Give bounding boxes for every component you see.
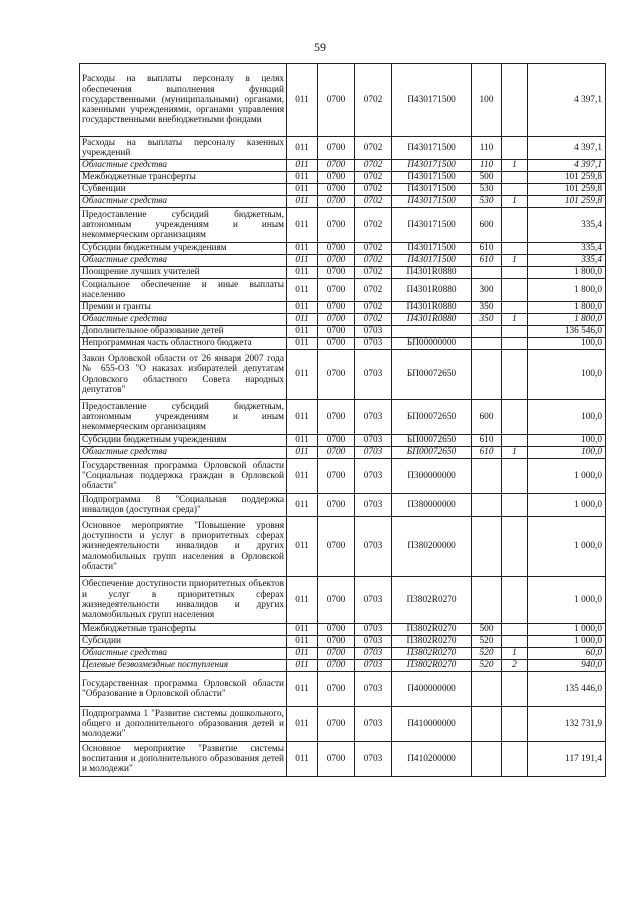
target-article: П430171500 xyxy=(392,137,472,160)
expense-type xyxy=(472,350,502,400)
amount: 60,0 xyxy=(528,648,606,660)
expense-type: 600 xyxy=(472,208,502,243)
ved-code: 011 xyxy=(287,160,318,172)
table-row xyxy=(80,314,606,326)
subsection-code: 0703 xyxy=(355,660,392,672)
table-row xyxy=(80,243,606,255)
ved-code: 011 xyxy=(287,624,318,636)
section-code: 0700 xyxy=(318,707,355,742)
row-name: Субсидии бюджетным учреждениям xyxy=(80,435,287,447)
row-name: Подпрограмма 8 "Социальная поддержка инвалидов (доступная среда)" xyxy=(80,494,287,517)
subsection-code: 0703 xyxy=(355,447,392,459)
table-row xyxy=(80,208,606,243)
page-number: 59 xyxy=(314,40,326,54)
amount: 1 800,0 xyxy=(528,267,606,279)
target-article: П380200000 xyxy=(392,517,472,577)
table-row xyxy=(80,435,606,447)
section-code: 0700 xyxy=(318,326,355,338)
amount: 135 446,0 xyxy=(528,672,606,707)
row-name: Государственная программа Орловской области "Образование в Орловской области" xyxy=(80,672,287,707)
table-row xyxy=(80,707,606,742)
target-article xyxy=(392,326,472,338)
table-row xyxy=(80,660,606,672)
subsection-code: 0703 xyxy=(355,672,392,707)
funding-source xyxy=(502,672,528,707)
amount: 1 000,0 xyxy=(528,636,606,648)
funding-source: 2 xyxy=(502,660,528,672)
ved-code: 011 xyxy=(287,255,318,267)
row-name: Субсидии бюджетным учреждениям xyxy=(80,243,287,255)
row-name: Государственная программа Орловской области "Социальная поддержка граждан в Орловской области" xyxy=(80,459,287,494)
amount: 940,0 xyxy=(528,660,606,672)
budget-table xyxy=(79,63,606,777)
expense-type: 520 xyxy=(472,648,502,660)
amount: 100,0 xyxy=(528,400,606,435)
expense-type: 110 xyxy=(472,137,502,160)
subsection-code: 0703 xyxy=(355,459,392,494)
expense-type: 500 xyxy=(472,624,502,636)
expense-type xyxy=(472,742,502,777)
funding-source xyxy=(502,338,528,350)
funding-source: 1 xyxy=(502,196,528,208)
row-name: Межбюджетные трансферты xyxy=(80,172,287,184)
section-code: 0700 xyxy=(318,517,355,577)
target-article: П4301R0880 xyxy=(392,302,472,314)
table-row xyxy=(80,196,606,208)
subsection-code: 0702 xyxy=(355,302,392,314)
row-name: Областные средства xyxy=(80,314,287,326)
target-article: П3802R0270 xyxy=(392,660,472,672)
subsection-code: 0702 xyxy=(355,314,392,326)
expense-type: 610 xyxy=(472,243,502,255)
section-code: 0700 xyxy=(318,64,355,137)
funding-source xyxy=(502,64,528,137)
target-article: П430171500 xyxy=(392,184,472,196)
subsection-code: 0702 xyxy=(355,267,392,279)
table-row xyxy=(80,517,606,577)
subsection-code: 0703 xyxy=(355,636,392,648)
funding-source: 1 xyxy=(502,447,528,459)
expense-type: 100 xyxy=(472,64,502,137)
ved-code: 011 xyxy=(287,314,318,326)
funding-source xyxy=(502,279,528,302)
ved-code: 011 xyxy=(287,243,318,255)
funding-source xyxy=(502,577,528,624)
expense-type: 520 xyxy=(472,660,502,672)
expense-type: 600 xyxy=(472,400,502,435)
amount: 335,4 xyxy=(528,208,606,243)
target-article: БП00072650 xyxy=(392,447,472,459)
amount: 101 259,8 xyxy=(528,196,606,208)
amount: 335,4 xyxy=(528,255,606,267)
subsection-code: 0703 xyxy=(355,400,392,435)
funding-source xyxy=(502,636,528,648)
section-code: 0700 xyxy=(318,302,355,314)
funding-source xyxy=(502,302,528,314)
row-name: Основное мероприятие "Повышение уровня доступности и услуг в приоритетных сферах жизнедеятельности инвалидов и других маломобильных групп населения в Орловской области" xyxy=(80,517,287,577)
section-code: 0700 xyxy=(318,447,355,459)
amount: 4 397,1 xyxy=(528,137,606,160)
target-article: П430171500 xyxy=(392,208,472,243)
amount: 117 191,4 xyxy=(528,742,606,777)
target-article: П430171500 xyxy=(392,64,472,137)
table-row xyxy=(80,350,606,400)
ved-code: 011 xyxy=(287,517,318,577)
target-article: П430171500 xyxy=(392,255,472,267)
ved-code: 011 xyxy=(287,302,318,314)
subsection-code: 0702 xyxy=(355,160,392,172)
expense-type: 110 xyxy=(472,160,502,172)
expense-type: 610 xyxy=(472,255,502,267)
row-name: Областные средства xyxy=(80,255,287,267)
expense-type: 300 xyxy=(472,279,502,302)
amount: 1 000,0 xyxy=(528,517,606,577)
target-article: П410000000 xyxy=(392,707,472,742)
target-article: БП00072650 xyxy=(392,400,472,435)
table-row xyxy=(80,624,606,636)
table-row xyxy=(80,64,606,137)
section-code: 0700 xyxy=(318,338,355,350)
subsection-code: 0703 xyxy=(355,624,392,636)
row-name: Субвенции xyxy=(80,184,287,196)
expense-type: 610 xyxy=(472,447,502,459)
table-row xyxy=(80,255,606,267)
target-article: П3802R0270 xyxy=(392,577,472,624)
subsection-code: 0702 xyxy=(355,255,392,267)
amount: 101 259,8 xyxy=(528,184,606,196)
row-name: Субсидии xyxy=(80,636,287,648)
section-code: 0700 xyxy=(318,624,355,636)
funding-source xyxy=(502,326,528,338)
row-name: Основное мероприятие "Развитие системы воспитания и дополнительного образования детей и молодежи" xyxy=(80,742,287,777)
funding-source xyxy=(502,400,528,435)
target-article: П430171500 xyxy=(392,243,472,255)
funding-source xyxy=(502,172,528,184)
funding-source xyxy=(502,707,528,742)
section-code: 0700 xyxy=(318,660,355,672)
ved-code: 011 xyxy=(287,400,318,435)
subsection-code: 0702 xyxy=(355,196,392,208)
ved-code: 011 xyxy=(287,636,318,648)
expense-type: 350 xyxy=(472,302,502,314)
target-article: П400000000 xyxy=(392,672,472,707)
row-name: Областные средства xyxy=(80,648,287,660)
subsection-code: 0702 xyxy=(355,279,392,302)
row-name: Обеспечение доступности приоритетных объектов и услуг в приоритетных сферах жизнедеятельности инвалидов и других маломобильных групп населения xyxy=(80,577,287,624)
funding-source xyxy=(502,517,528,577)
ved-code: 011 xyxy=(287,660,318,672)
target-article: БП00072650 xyxy=(392,350,472,400)
subsection-code: 0703 xyxy=(355,494,392,517)
funding-source xyxy=(502,243,528,255)
expense-type xyxy=(472,267,502,279)
ved-code: 011 xyxy=(287,435,318,447)
row-name: Непрограммная часть областного бюджета xyxy=(80,338,287,350)
target-article: П380000000 xyxy=(392,494,472,517)
ved-code: 011 xyxy=(287,64,318,137)
table-row xyxy=(80,267,606,279)
amount: 1 000,0 xyxy=(528,494,606,517)
target-article: П3802R0270 xyxy=(392,648,472,660)
subsection-code: 0702 xyxy=(355,172,392,184)
expense-type xyxy=(472,459,502,494)
section-code: 0700 xyxy=(318,636,355,648)
table-row xyxy=(80,636,606,648)
funding-source xyxy=(502,459,528,494)
row-name: Расходы на выплаты персоналу казенных учреждений xyxy=(80,137,287,160)
expense-type: 350 xyxy=(472,314,502,326)
table-row xyxy=(80,338,606,350)
funding-source xyxy=(502,267,528,279)
section-code: 0700 xyxy=(318,435,355,447)
target-article: П430171500 xyxy=(392,172,472,184)
section-code: 0700 xyxy=(318,672,355,707)
ved-code: 011 xyxy=(287,279,318,302)
table-row xyxy=(80,137,606,160)
section-code: 0700 xyxy=(318,350,355,400)
expense-type xyxy=(472,326,502,338)
table-row xyxy=(80,459,606,494)
table-row xyxy=(80,742,606,777)
amount: 1 800,0 xyxy=(528,302,606,314)
section-code: 0700 xyxy=(318,577,355,624)
funding-source xyxy=(502,435,528,447)
row-name: Социальное обеспечение и иные выплаты населению xyxy=(80,279,287,302)
section-code: 0700 xyxy=(318,314,355,326)
section-code: 0700 xyxy=(318,243,355,255)
target-article: П4301R0880 xyxy=(392,279,472,302)
amount: 1 000,0 xyxy=(528,459,606,494)
amount: 4 397,1 xyxy=(528,160,606,172)
subsection-code: 0703 xyxy=(355,742,392,777)
ved-code: 011 xyxy=(287,459,318,494)
ved-code: 011 xyxy=(287,707,318,742)
target-article: П410200000 xyxy=(392,742,472,777)
section-code: 0700 xyxy=(318,196,355,208)
expense-type: 500 xyxy=(472,172,502,184)
target-article: П3802R0270 xyxy=(392,624,472,636)
expense-type: 610 xyxy=(472,435,502,447)
row-name: Премии и гранты xyxy=(80,302,287,314)
expense-type xyxy=(472,338,502,350)
table-row xyxy=(80,447,606,459)
subsection-code: 0702 xyxy=(355,243,392,255)
row-name: Областные средства xyxy=(80,196,287,208)
amount: 335,4 xyxy=(528,243,606,255)
expense-type xyxy=(472,672,502,707)
section-code: 0700 xyxy=(318,742,355,777)
expense-type xyxy=(472,577,502,624)
funding-source xyxy=(502,494,528,517)
ved-code: 011 xyxy=(287,267,318,279)
funding-source: 1 xyxy=(502,648,528,660)
table-row xyxy=(80,672,606,707)
subsection-code: 0702 xyxy=(355,64,392,137)
target-article: БП00072650 xyxy=(392,435,472,447)
ved-code: 011 xyxy=(287,184,318,196)
amount: 1 800,0 xyxy=(528,279,606,302)
subsection-code: 0703 xyxy=(355,707,392,742)
table-row xyxy=(80,648,606,660)
ved-code: 011 xyxy=(287,137,318,160)
row-name: Предоставление субсидий бюджетным, автономным учреждениям и иным некоммерческим организациям xyxy=(80,400,287,435)
funding-source xyxy=(502,624,528,636)
table-body xyxy=(80,64,606,777)
table-row xyxy=(80,577,606,624)
table-row xyxy=(80,326,606,338)
funding-source xyxy=(502,184,528,196)
amount: 4 397,1 xyxy=(528,64,606,137)
ved-code: 011 xyxy=(287,350,318,400)
amount: 1 800,0 xyxy=(528,314,606,326)
funding-source xyxy=(502,350,528,400)
table-row xyxy=(80,279,606,302)
target-article: П300000000 xyxy=(392,459,472,494)
section-code: 0700 xyxy=(318,208,355,243)
ved-code: 011 xyxy=(287,447,318,459)
amount: 1 000,0 xyxy=(528,624,606,636)
row-name: Закон Орловской области от 26 января 2007 года № 655-ОЗ "О наказах избирателей депутатам Орловского областного Совета народных депутатов" xyxy=(80,350,287,400)
expense-type xyxy=(472,494,502,517)
row-name: Дополнительное образование детей xyxy=(80,326,287,338)
section-code: 0700 xyxy=(318,160,355,172)
subsection-code: 0703 xyxy=(355,326,392,338)
section-code: 0700 xyxy=(318,279,355,302)
target-article: БП00000000 xyxy=(392,338,472,350)
amount: 101 259,8 xyxy=(528,172,606,184)
funding-source xyxy=(502,137,528,160)
amount: 1 000,0 xyxy=(528,577,606,624)
row-name: Предоставление субсидий бюджетным, автономным учреждениям и иным некоммерческим организациям xyxy=(80,208,287,243)
ved-code: 011 xyxy=(287,742,318,777)
table-row xyxy=(80,184,606,196)
row-name: Областные средства xyxy=(80,447,287,459)
table-row xyxy=(80,302,606,314)
expense-type: 530 xyxy=(472,196,502,208)
target-article: П430171500 xyxy=(392,196,472,208)
funding-source xyxy=(502,742,528,777)
target-article: П4301R0880 xyxy=(392,267,472,279)
subsection-code: 0703 xyxy=(355,577,392,624)
section-code: 0700 xyxy=(318,459,355,494)
row-name: Межбюджетные трансферты xyxy=(80,624,287,636)
funding-source: 1 xyxy=(502,255,528,267)
expense-type: 520 xyxy=(472,636,502,648)
funding-source: 1 xyxy=(502,160,528,172)
ved-code: 011 xyxy=(287,648,318,660)
section-code: 0700 xyxy=(318,494,355,517)
target-article: П4301R0880 xyxy=(392,314,472,326)
section-code: 0700 xyxy=(318,648,355,660)
amount: 100,0 xyxy=(528,338,606,350)
expense-type xyxy=(472,707,502,742)
subsection-code: 0702 xyxy=(355,208,392,243)
amount: 132 731,9 xyxy=(528,707,606,742)
row-name: Подпрограмма 1 "Развитие системы дошкольного, общего и дополнительного образования детей и молодежи" xyxy=(80,707,287,742)
row-name: Расходы на выплаты персоналу в целях обеспечения выполнения функций государственными (муниципальными) органами, казенными учреждениями, органами управления государственными внебюджетными фондами xyxy=(80,64,287,137)
section-code: 0700 xyxy=(318,137,355,160)
table-row xyxy=(80,172,606,184)
subsection-code: 0702 xyxy=(355,137,392,160)
ved-code: 011 xyxy=(287,338,318,350)
amount: 100,0 xyxy=(528,350,606,400)
subsection-code: 0703 xyxy=(355,648,392,660)
funding-source: 1 xyxy=(502,314,528,326)
funding-source xyxy=(502,208,528,243)
table-row xyxy=(80,400,606,435)
subsection-code: 0703 xyxy=(355,350,392,400)
ved-code: 011 xyxy=(287,672,318,707)
section-code: 0700 xyxy=(318,184,355,196)
expense-type: 530 xyxy=(472,184,502,196)
row-name: Поощрение лучших учителей xyxy=(80,267,287,279)
target-article: П430171500 xyxy=(392,160,472,172)
subsection-code: 0703 xyxy=(355,435,392,447)
section-code: 0700 xyxy=(318,255,355,267)
ved-code: 011 xyxy=(287,494,318,517)
subsection-code: 0703 xyxy=(355,338,392,350)
amount: 100,0 xyxy=(528,447,606,459)
target-article: П3802R0270 xyxy=(392,636,472,648)
table-row xyxy=(80,160,606,172)
ved-code: 011 xyxy=(287,577,318,624)
amount: 136 546,0 xyxy=(528,326,606,338)
subsection-code: 0702 xyxy=(355,184,392,196)
ved-code: 011 xyxy=(287,208,318,243)
ved-code: 011 xyxy=(287,326,318,338)
ved-code: 011 xyxy=(287,196,318,208)
amount: 100,0 xyxy=(528,435,606,447)
section-code: 0700 xyxy=(318,400,355,435)
subsection-code: 0703 xyxy=(355,517,392,577)
section-code: 0700 xyxy=(318,267,355,279)
row-name: Целевые безвозмездные поступления xyxy=(80,660,287,672)
expense-type xyxy=(472,517,502,577)
table-row xyxy=(80,494,606,517)
section-code: 0700 xyxy=(318,172,355,184)
ved-code: 011 xyxy=(287,172,318,184)
row-name: Областные средства xyxy=(80,160,287,172)
